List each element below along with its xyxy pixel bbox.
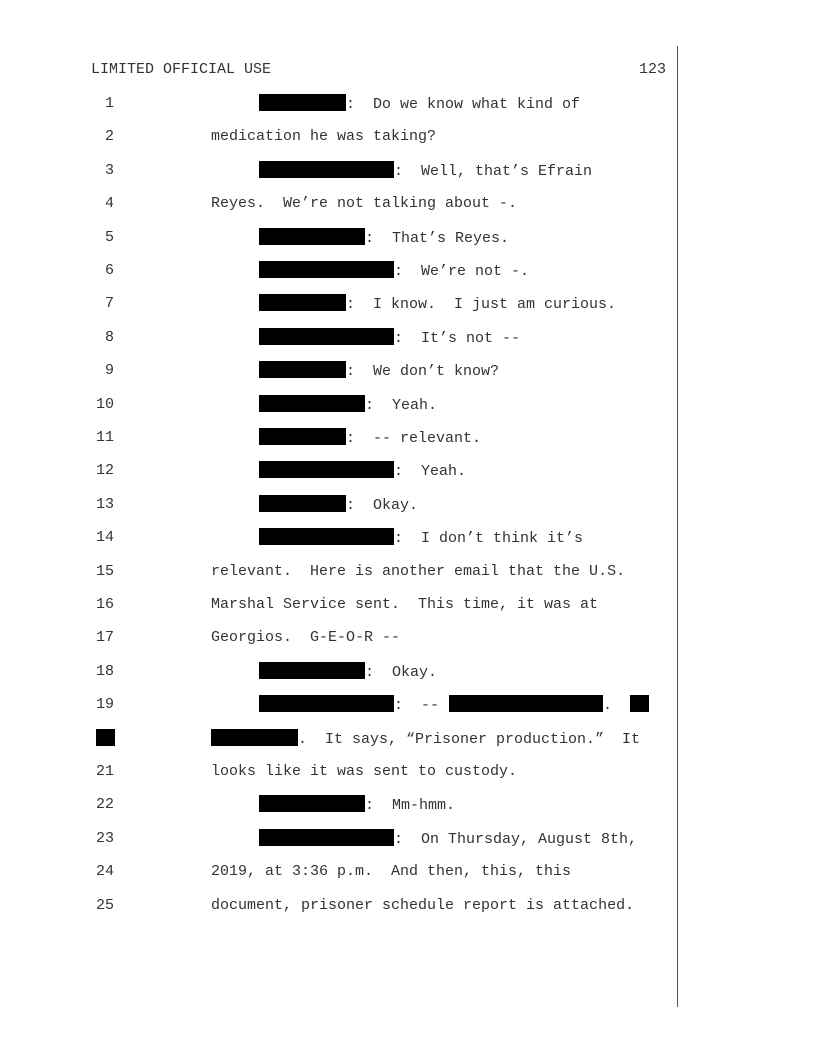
speaker-line-text	[259, 461, 466, 482]
redacted-speaker-name	[259, 328, 394, 345]
redacted-speaker-name	[259, 261, 394, 278]
redacted-line-number	[96, 729, 115, 746]
transcript-line	[0, 695, 680, 715]
redacted-speaker-name	[259, 795, 365, 812]
line-number: 19	[95, 696, 114, 714]
redacted-speaker-name	[259, 461, 394, 478]
continuation-line-text	[211, 896, 634, 916]
speaker-line-text	[259, 528, 583, 549]
redacted-speaker-name	[259, 428, 346, 445]
line-number: 8	[104, 328, 114, 346]
transcript-line	[0, 294, 680, 314]
transcript-line	[0, 762, 680, 782]
redacted-speaker-name	[259, 94, 346, 111]
line-text: : It’s not --	[394, 329, 521, 347]
continuation-line-text	[211, 595, 598, 615]
speaker-line-text	[259, 395, 437, 416]
transcript-line	[0, 127, 680, 147]
continuation-line-text	[211, 862, 571, 882]
transcript-line	[0, 228, 680, 248]
speaker-line-text	[259, 829, 637, 850]
line-number: 23	[95, 829, 114, 847]
line-text: : Do we know what kind of	[346, 96, 581, 113]
line-number: 15	[95, 562, 114, 580]
line-number: 9	[104, 362, 114, 380]
line-number: 18	[95, 662, 114, 680]
transcript-line	[0, 461, 680, 481]
transcript-line	[0, 662, 680, 682]
line-text: . It says, “Prisoner production.” It	[298, 730, 641, 748]
redacted-speaker-name	[259, 228, 365, 245]
line-number: 22	[95, 796, 114, 814]
redacted-speaker-name	[259, 528, 394, 545]
speaker-line-text	[259, 495, 418, 516]
punctuation: .	[603, 697, 631, 715]
speaker-line-text	[259, 361, 499, 382]
line-text: : Mm-hmm.	[365, 797, 456, 815]
line-number: 25	[95, 896, 114, 914]
speaker-line-text	[259, 294, 616, 315]
transcript-line	[0, 628, 680, 648]
line-number: 21	[95, 763, 114, 780]
redacted-speaker-name	[259, 495, 346, 512]
line-text: : Yeah.	[394, 463, 467, 481]
transcript-line	[0, 361, 680, 381]
line-text: : On Thursday, August 8th,	[394, 830, 638, 848]
line-number: 14	[95, 529, 114, 547]
redacted-speaker-name	[259, 161, 394, 178]
line-number: 17	[95, 629, 114, 647]
line-text: : Okay.	[346, 496, 419, 514]
speaker-line-text	[259, 161, 592, 182]
line-text: : --	[394, 697, 440, 715]
line-text: : Okay.	[365, 663, 438, 681]
line-number: 2	[104, 128, 114, 146]
line-number: 10	[95, 395, 114, 413]
line-text: : Yeah.	[365, 396, 438, 414]
transcript-line	[0, 94, 680, 114]
transcript-line	[0, 428, 680, 448]
continuation-line-text	[211, 762, 517, 782]
line-number: 16	[95, 596, 114, 613]
redacted-text	[630, 695, 649, 712]
speaker-line-text	[259, 795, 455, 816]
transcript-line	[0, 161, 680, 181]
transcript-line	[0, 395, 680, 415]
line-text: Georgios. G-E-O-R --	[211, 629, 401, 647]
redacted-text	[449, 695, 603, 712]
transcript-line	[0, 595, 680, 615]
line-number: 6	[104, 262, 114, 279]
line-text: : We’re not -.	[394, 263, 530, 280]
speaker-line-text	[259, 228, 509, 249]
transcript-line	[0, 328, 680, 348]
speaker-line-text	[259, 695, 649, 716]
line-text: : Well, that’s Efrain	[394, 162, 593, 180]
line-text: relevant. Here is another email that the U.S.	[211, 562, 626, 580]
redacted-text	[211, 729, 298, 746]
speaker-line-text	[259, 328, 520, 349]
redacted-speaker-name	[259, 695, 394, 712]
continuation-line-text	[211, 628, 400, 648]
speaker-line-text	[259, 261, 529, 282]
transcript-line	[0, 528, 680, 548]
line-text: : That’s Reyes.	[365, 229, 510, 247]
transcript-line	[0, 562, 680, 582]
line-text: : I don’t think it’s	[394, 530, 584, 548]
line-text: document, prisoner schedule report is attached.	[211, 896, 635, 914]
classification-header: LIMITED OFFICIAL USE	[91, 61, 272, 78]
line-number: 7	[104, 295, 114, 313]
transcript-line	[0, 495, 680, 515]
line-number: 1	[104, 95, 114, 112]
page-number: 123	[639, 61, 667, 78]
transcript-line	[0, 194, 680, 214]
line-number: 12	[95, 462, 114, 480]
line-number: 11	[95, 429, 114, 446]
transcript-line	[0, 829, 680, 849]
line-text: medication he was taking?	[211, 128, 437, 146]
line-text: : -- relevant.	[346, 430, 482, 447]
line-number: 3	[104, 161, 114, 179]
transcript-line	[0, 261, 680, 281]
line-number: 13	[95, 495, 114, 513]
transcript-line	[0, 795, 680, 815]
speaker-line-text	[259, 428, 481, 449]
speaker-line-text	[259, 662, 437, 683]
redacted-speaker-name	[259, 662, 365, 679]
transcript-line	[0, 896, 680, 916]
line-number: 24	[95, 863, 114, 881]
continuation-line-text	[211, 729, 640, 750]
line-number: 4	[104, 195, 114, 213]
line-text: Reyes. We’re not talking about -.	[211, 195, 518, 213]
continuation-line-text	[211, 562, 625, 582]
line-text: 2019, at 3:36 p.m. And then, this, this	[211, 863, 572, 881]
transcript-line	[0, 862, 680, 882]
redacted-speaker-name	[259, 829, 394, 846]
redacted-speaker-name	[259, 294, 346, 311]
line-text: : I know. I just am curious.	[346, 296, 617, 314]
line-text: : We don’t know?	[346, 363, 500, 381]
continuation-line-text	[211, 127, 436, 147]
redacted-speaker-name	[259, 361, 346, 378]
line-number: 5	[104, 228, 114, 246]
line-text: looks like it was sent to custody.	[211, 763, 518, 780]
speaker-line-text	[259, 94, 580, 115]
continuation-line-text	[211, 194, 517, 214]
line-text: Marshal Service sent. This time, it was at	[211, 596, 599, 613]
redacted-speaker-name	[259, 395, 365, 412]
